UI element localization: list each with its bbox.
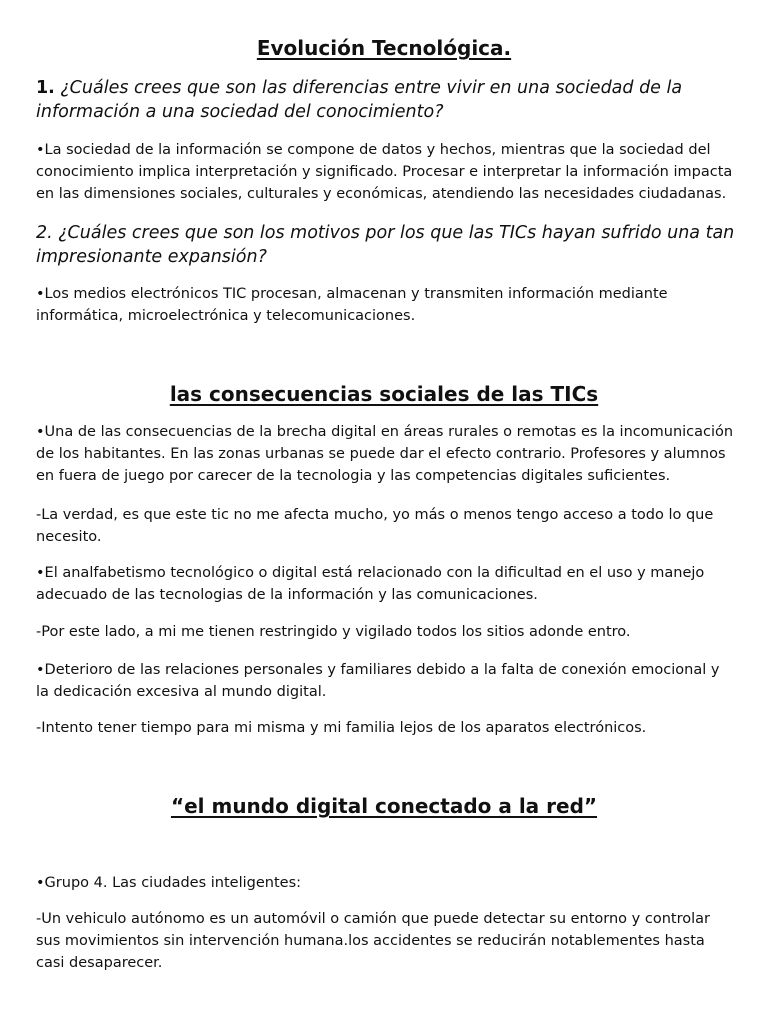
answer-2: •Los medios electrónicos TIC procesan, almacenan y transmiten información mediante informática, microelectrónica y telecomunicaciones. <box>36 286 668 324</box>
answer-1: •La sociedad de la información se compone de datos y hechos, mientras que la sociedad del conocimiento implica interpretación y significado. Procesar e interpretar la información impacta en las dimensiones sociales, culturales y económicas, atendiendo las necesidades ciudadanas. <box>36 142 733 202</box>
paragraph: •Deterioro de las relaciones personales y familiares debido a la falta de conexión emocional y la dedicación excesiva al mundo digital. <box>36 662 720 700</box>
section-heading-consecuencias: las consecuencias sociales de las TICs <box>169 382 599 406</box>
section-heading-mundo-digital: “el mundo digital conectado a la red” <box>170 794 598 818</box>
paragraph: -Por este lado, a mi me tienen restringido y vigilado todos los sitios adonde entro. <box>36 624 631 640</box>
question-2: 2. ¿Cuáles crees que son los motivos por los que las TICs hayan sufrido una tan impresionante expansión? <box>36 223 735 267</box>
document-title: Evolución Tecnológica. <box>256 36 512 60</box>
question-1 <box>36 76 736 124</box>
paragraph: •Grupo 4. Las ciudades inteligentes: <box>36 875 302 891</box>
question-1-text: ¿Cuáles crees que son las diferencias entre vivir en una sociedad de la información a una sociedad del conocimiento? <box>36 78 683 122</box>
paragraph: -Intento tener tiempo para mi misma y mi familia lejos de los aparatos electrónicos. <box>36 720 647 736</box>
paragraph: -La verdad, es que este tic no me afecta mucho, yo más o menos tengo acceso a todo lo que necesito. <box>36 507 714 545</box>
question-1-number: 1. <box>36 78 55 98</box>
paragraph: •Una de las consecuencias de la brecha digital en áreas rurales o remotas es la incomunicación de los habitantes. En las zonas urbanas se puede dar el efecto contrario. Profesores y alumnos en fuera de juego por carecer de la tecnologia y las competencias digitales suficientes. <box>36 424 734 484</box>
paragraph: -Un vehiculo autónomo es un automóvil o camión que puede detectar su entorno y controlar sus movimientos sin intervención humana.los accidentes se reducirán notablementes hasta casi desaparecer. <box>36 911 710 971</box>
paragraph: •El analfabetismo tecnológico o digital está relacionado con la dificultad en el uso y manejo adecuado de las tecnologias de la información y las comunicaciones. <box>36 565 705 603</box>
